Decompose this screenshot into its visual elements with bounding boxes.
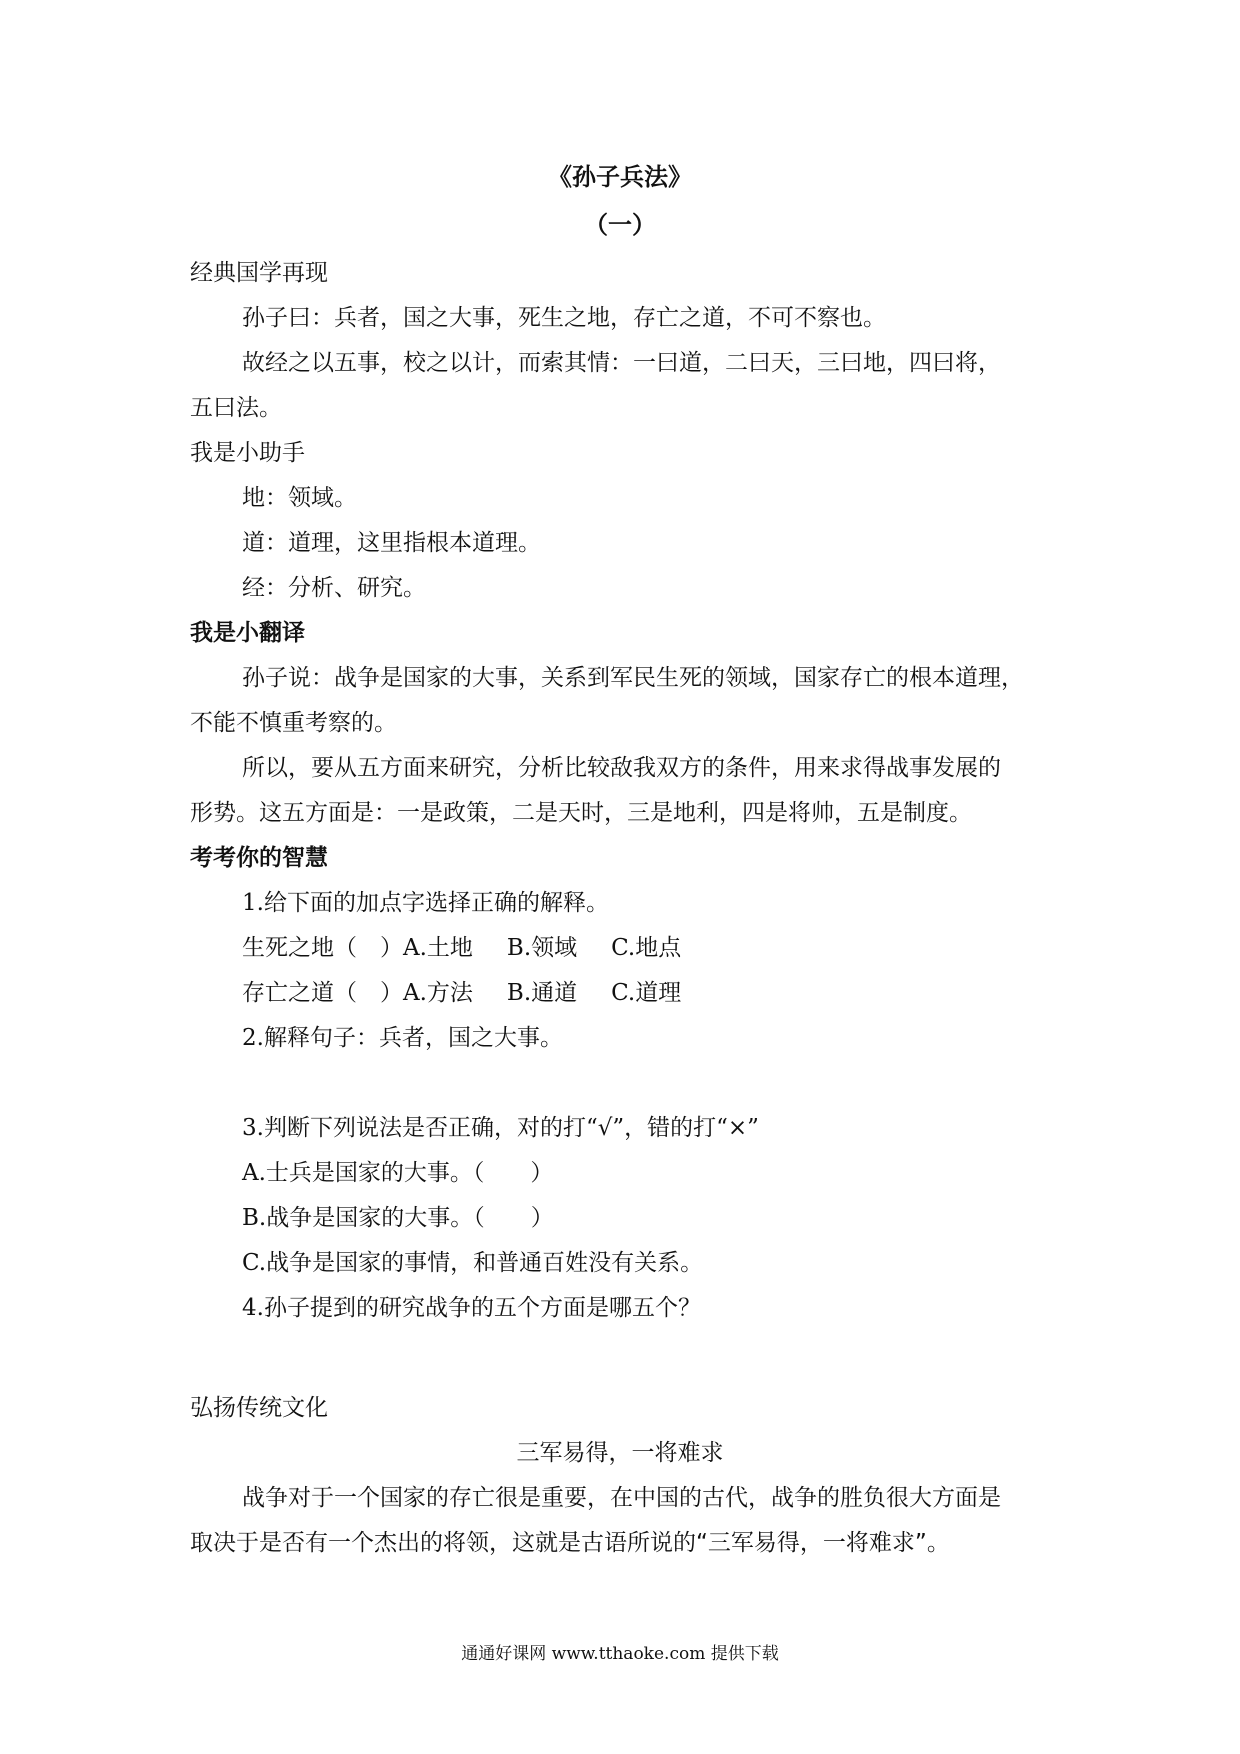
quiz-question-1b <box>242 978 681 1008</box>
helper-item: 道：道理，这里指根本道理。 <box>242 530 541 556</box>
question-stem: 存亡之道（ ） <box>242 980 403 1006</box>
option-b[interactable]: B.领域 <box>506 935 578 961</box>
section-heading-classic: 经典国学再现 <box>190 260 328 286</box>
quiz-question-4: 4.孙子提到的研究战争的五个方面是哪五个？ <box>242 1295 701 1321</box>
quiz-question-3b: B.战争是国家的大事。（ ） <box>242 1205 554 1231</box>
classic-paragraph-2-line-2: 五曰法。 <box>190 395 282 421</box>
section-heading-culture: 弘扬传统文化 <box>190 1395 328 1421</box>
quiz-question-3: 3.判断下列说法是否正确，对的打“√”，错的打“×” <box>242 1115 759 1141</box>
quiz-question-3c: C.战争是国家的事情，和普通百姓没有关系。 <box>242 1250 704 1276</box>
question-stem: 生死之地（ ） <box>242 935 403 961</box>
page-title: 《孙子兵法》 <box>548 162 692 191</box>
classic-paragraph-2-line-1: 故经之以五事，校之以计，而索其情：一曰道，二曰天，三曰地，四曰将， <box>242 350 1001 376</box>
culture-paragraph-line-2: 取决于是否有一个杰出的将领，这就是古语所说的“三军易得，一将难求”。 <box>190 1530 950 1556</box>
culture-paragraph-line-1: 战争对于一个国家的存亡很是重要，在中国的古代，战争的胜负很大方面是 <box>242 1485 1001 1511</box>
quiz-question-1a <box>242 933 681 963</box>
translate-paragraph-1-line-2: 不能不慎重考察的。 <box>190 710 397 736</box>
option-a[interactable]: A.方法 <box>403 980 473 1006</box>
option-c[interactable]: C.地点 <box>611 935 682 961</box>
footer-credit: 通通好课网 www.tthaoke.com 提供下载 <box>461 1644 779 1664</box>
helper-item: 地：领域。 <box>242 485 357 511</box>
quiz-question-1: 1.给下面的加点字选择正确的解释。 <box>242 890 609 916</box>
translate-paragraph-1-line-1: 孙子说：战争是国家的大事，关系到军民生死的领域，国家存亡的根本道理， <box>242 665 1024 691</box>
quiz-question-2: 2.解释句子：兵者，国之大事。 <box>242 1025 563 1051</box>
section-heading-translate: 我是小翻译 <box>190 620 305 646</box>
option-b[interactable]: B.通道 <box>506 980 578 1006</box>
section-heading-quiz: 考考你的智慧 <box>190 845 328 871</box>
translate-paragraph-2-line-1: 所以，要从五方面来研究，分析比较敌我双方的条件，用来求得战事发展的 <box>242 755 1001 781</box>
classic-paragraph-1: 孙子曰：兵者，国之大事，死生之地，存亡之道，不可不察也。 <box>242 305 886 331</box>
quiz-question-3a: A.士兵是国家的大事。（ ） <box>242 1160 554 1186</box>
page-subtitle: （一） <box>584 210 656 239</box>
option-a[interactable]: A.土地 <box>403 935 473 961</box>
translate-paragraph-2-line-2: 形势。这五方面是：一是政策，二是天时，三是地利，四是将帅，五是制度。 <box>190 800 972 826</box>
section-heading-helper: 我是小助手 <box>190 440 305 466</box>
helper-item: 经：分析、研究。 <box>242 575 426 601</box>
option-c[interactable]: C.道理 <box>611 980 682 1006</box>
story-title: 三军易得，一将难求 <box>516 1440 724 1466</box>
